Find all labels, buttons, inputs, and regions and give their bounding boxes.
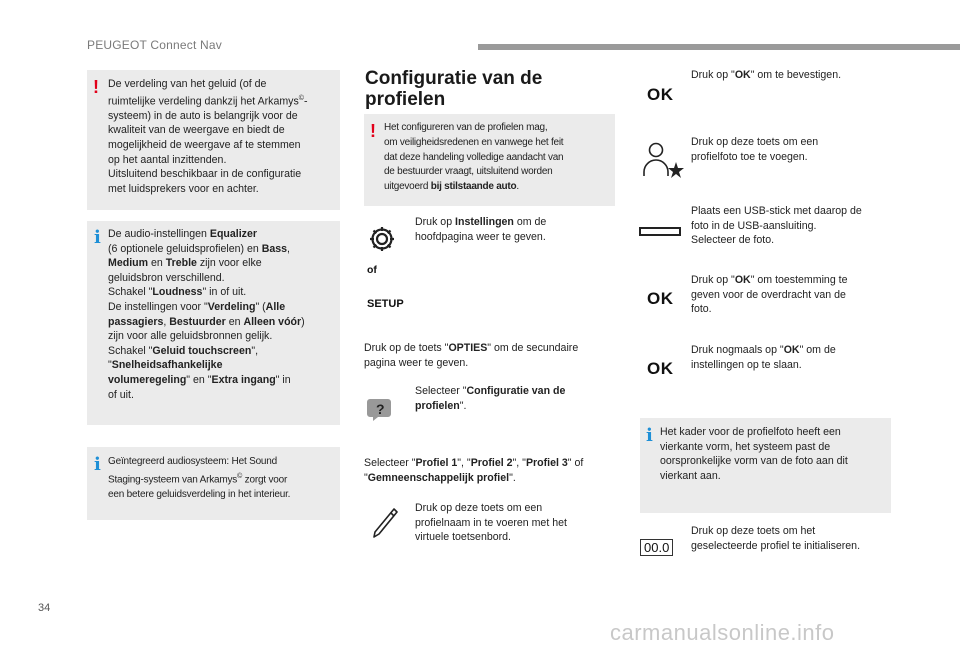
info-box-audio-settings: i De audio-instellingen Equalizer (6 optionele geluidsprofielen) en Bass, Medium en Treble zijn voor elke geluidsbron verschillend. Schakel "Loudness" in of uit. De instellingen voor "Verdeling" (Alle passagiers, Bestuurder en Alleen vóór) zijn voor alle geluidsbronnen gelijk. Schakel "Geluid touchscreen", "Snelheidsafhankelijke volumeregeling" en "Extra ingang" in of uit.: [87, 221, 340, 425]
text-line: met luidsprekers voor en achter.: [108, 182, 259, 195]
step-options: Druk op de toets "OPTIES" om de secundaire pagina weer te geven.: [364, 342, 579, 369]
text-line: Uitsluitend beschikbaar in de configuratie: [108, 168, 302, 181]
header-bar: [478, 44, 960, 50]
section-title: Configuratie van de profielen: [365, 68, 543, 110]
info-box-arkamys: i Geïntegreerd audiosysteem: Het Sound Staging-systeem van Arkamys© zorgt voor een betere geluidsverdeling in het interieur.: [87, 447, 340, 520]
pencil-icon[interactable]: [370, 505, 400, 546]
step-confirm: Druk op "OK" om te bevestigen.: [691, 69, 842, 81]
text-line: systeem) in de auto is belangrijk voor de: [108, 109, 298, 122]
header-title: PEUGEOT Connect Nav: [87, 38, 222, 52]
reset-profile-button[interactable]: 00.0: [640, 539, 673, 556]
step-select-config: Selecteer "Configuratie van de profielen".: [415, 385, 566, 412]
text-line: mogelijkheid de weergave af te stemmen: [108, 138, 301, 151]
ok-button[interactable]: OK: [647, 359, 674, 378]
text-line: ruimtelijke verdeling dankzij het Arkamys©-: [108, 94, 308, 108]
ok-button[interactable]: OK: [647, 85, 674, 104]
info-box-profile-photo: i Het kader voor de profielfoto heeft een vierkante vorm, het systeem past de oorspronkelijke vorm van de foto aan dit vierkant aan.: [640, 418, 891, 513]
watermark: carmanualsonline.info: [610, 620, 835, 645]
step-add-photo: Druk op deze toets om een profielfoto toe te voegen.: [691, 136, 819, 163]
warning-box-sound-distribution: [87, 70, 340, 210]
usb-photo-icon[interactable]: [639, 224, 681, 242]
svg-text:?: ?: [376, 401, 385, 417]
step-reset: Druk op deze toets om het geselecteerde profiel te initialiseren.: [691, 525, 861, 552]
text-line: De verdeling van het geluid (of de: [108, 78, 267, 90]
warning-icon: !: [93, 77, 99, 97]
step-save: Druk nogmaals op "OK" om de instellingen op te slaan.: [691, 344, 836, 371]
info-icon: i: [94, 227, 101, 248]
page-number: 34: [38, 602, 51, 614]
warning-box-stationary: ! Het configureren van de profielen mag, om veiligheidsredenen en vanwege het feit dat deze handeling volledige aandacht van de bestuurder vraagt, uitsluitend worden uitgevoerd bij stilstaande auto.: [364, 114, 615, 206]
setup-button[interactable]: SETUP: [367, 298, 404, 310]
warning-icon: !: [370, 121, 376, 141]
profile-photo-icon[interactable]: [640, 140, 684, 183]
question-icon[interactable]: [366, 397, 392, 426]
step-authorize: Druk op "OK" om toestemming te geven voor de overdracht van de foto.: [691, 274, 848, 316]
ok-button[interactable]: OK: [647, 289, 674, 308]
info-icon: i: [94, 454, 101, 475]
text-line: op het aantal inzittenden.: [108, 153, 227, 166]
gear-icon[interactable]: [367, 224, 397, 259]
step-select-profile: Selecteer "Profiel 1", "Profiel 2", "Profiel 3" of "Gemneenschappelijk profiel".: [364, 457, 584, 484]
text-line: kwaliteit van de weergave en biedt de: [108, 124, 285, 137]
step-usb: Plaats een USB-stick met daarop de foto in de USB-aansluiting. Selecteer de foto.: [691, 205, 862, 247]
step-profile-name: Druk op deze toets om een profielnaam in te voeren met het virtuele toetsenbord.: [415, 502, 567, 544]
step-settings: Druk op Instellingen om de hoofdpagina weer te geven.: [415, 216, 547, 243]
or-label: of: [367, 264, 377, 276]
info-icon: i: [646, 425, 653, 446]
